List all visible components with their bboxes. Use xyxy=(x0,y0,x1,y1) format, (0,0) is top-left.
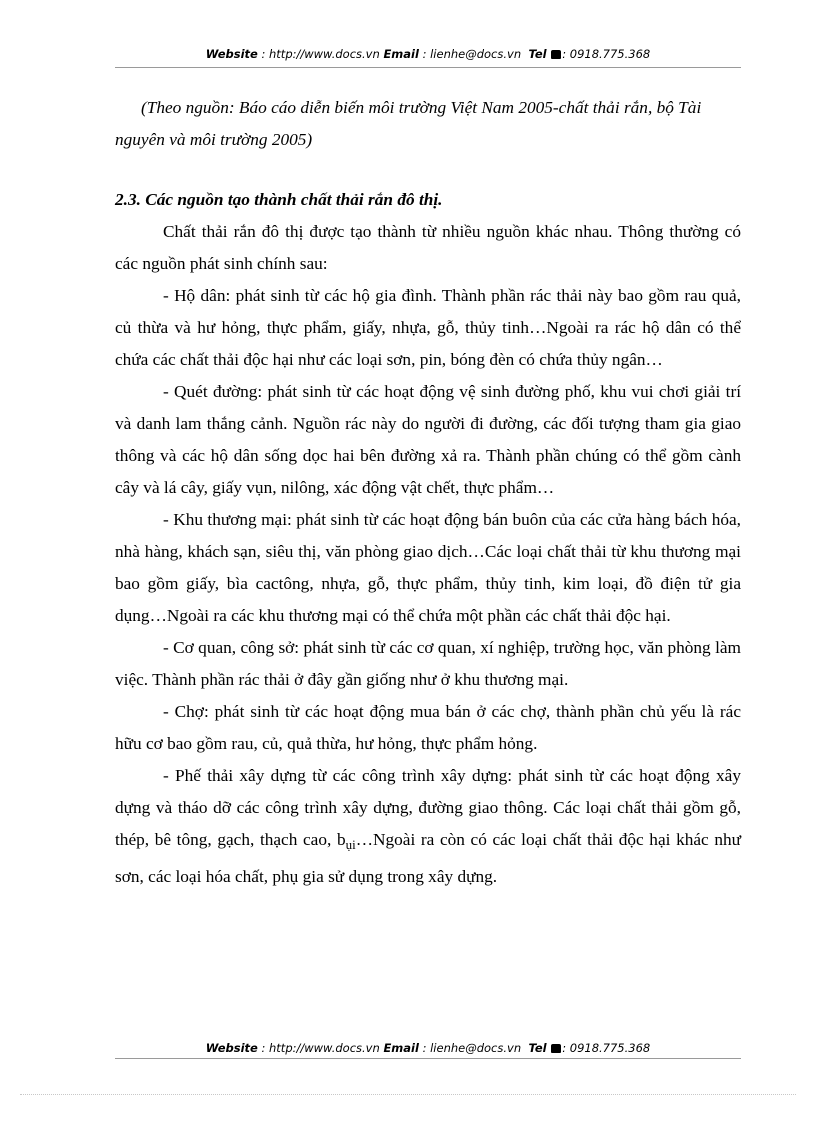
footer-tel-label: Tel xyxy=(528,1041,547,1055)
footer-tel-value: : 0918.775.368 xyxy=(562,1041,651,1055)
section-heading: 2.3. Các nguồn tạo thành chất thải rắn đô thị. xyxy=(115,190,443,209)
header-divider xyxy=(115,67,741,68)
footer-website-url[interactable]: : http://www.docs.vn xyxy=(261,1041,380,1055)
header-website-label: Website xyxy=(205,47,258,61)
paragraph-subscript: ụi xyxy=(345,837,356,852)
page-footer xyxy=(115,1041,741,1055)
phone-icon xyxy=(551,50,561,59)
document-body xyxy=(115,92,741,893)
paragraph-co-quan: - Cơ quan, công sở: phát sinh từ các cơ quan, xí nghiệp, trường học, văn phòng làm việc. Thành phần rác thải ở đây gần giống như ở khu thương mại. xyxy=(115,638,741,689)
paragraph-text-after: …Ngoài ra còn có các loại chất thải độc hại khác như sơn, các loại hóa chất, phụ gia sử dụng trong xây dựng. xyxy=(115,830,741,886)
footer-website-label: Website xyxy=(205,1041,258,1055)
paragraph-text-before: - Phế thải xây dựng từ các công trình xây dựng: phát sinh từ các hoạt động xây dựng và tháo dỡ các công trình xây dựng, đường giao thông. Các loại chất thải gồm gỗ, thép, bê tông, gạch, thạch cao, b xyxy=(115,766,741,849)
header-tel-value: : 0918.775.368 xyxy=(562,47,651,61)
page-bottom-dotted-line xyxy=(20,1094,796,1095)
header-tel-label: Tel xyxy=(528,47,547,61)
paragraph-quet-duong: - Quét đường: phát sinh từ các hoạt động vệ sinh đường phố, khu vui chơi giải trí và danh lam thắng cảnh. Nguồn rác này do người đi đường, các đối tượng tham gia giao thông và các hộ dân sống dọc hai bên đường xả ra. Thành phần chúng có thể gồm cành cây và lá cây, giấy vụn, nilông, xác động vật chết, thực phẩm… xyxy=(115,382,741,497)
footer-divider xyxy=(115,1058,741,1059)
footer-email-label: Email xyxy=(383,1041,419,1055)
paragraph-khu-thuong-mai: - Khu thương mại: phát sinh từ các hoạt động bán buôn của các cửa hàng bách hóa, nhà hàng, khách sạn, siêu thị, văn phòng giao dịch…Các loại chất thải từ khu thương mại bao gồm giấy, bìa cactông, nhựa, gỗ, thực phẩm, thủy tinh, kim loại, đồ điện tử gia dụng…Ngoài ra các khu thương mại có thể chứa một phần các chất thải độc hại. xyxy=(115,510,741,625)
phone-icon xyxy=(551,1044,561,1053)
paragraph-intro: Chất thải rắn đô thị được tạo thành từ nhiều nguồn khác nhau. Thông thường có các nguồn phát sinh chính sau: xyxy=(115,222,741,273)
header-email-label: Email xyxy=(383,47,419,61)
paragraph-cho: - Chợ: phát sinh từ các hoạt động mua bán ở các chợ, thành phần chủ yếu là rác hữu cơ bao gồm rau, củ, quả thừa, hư hỏng, thực phẩm hỏng. xyxy=(115,702,741,753)
header-website-url[interactable]: : http://www.docs.vn xyxy=(261,47,380,61)
source-note: (Theo nguồn: Báo cáo diễn biến môi trường Việt Nam 2005-chất thải rắn, bộ Tài nguyên và môi trường 2005) xyxy=(115,98,702,149)
paragraph-ho-dan: - Hộ dân: phát sinh từ các hộ gia đình. Thành phần rác thải này bao gồm rau quả, củ thừa và hư hỏng, thực phẩm, giấy, nhựa, gỗ, thủy tinh…Ngoài ra rác hộ dân có thể chứa các chất thải độc hại như các loại sơn, pin, bóng đèn có chứa thủy ngân… xyxy=(115,286,741,369)
page-header xyxy=(115,47,741,61)
header-email-value[interactable]: : lienhe@docs.vn xyxy=(422,47,522,61)
footer-email-value[interactable]: : lienhe@docs.vn xyxy=(422,1041,522,1055)
paragraph-phe-thai-xay-dung xyxy=(115,760,741,893)
